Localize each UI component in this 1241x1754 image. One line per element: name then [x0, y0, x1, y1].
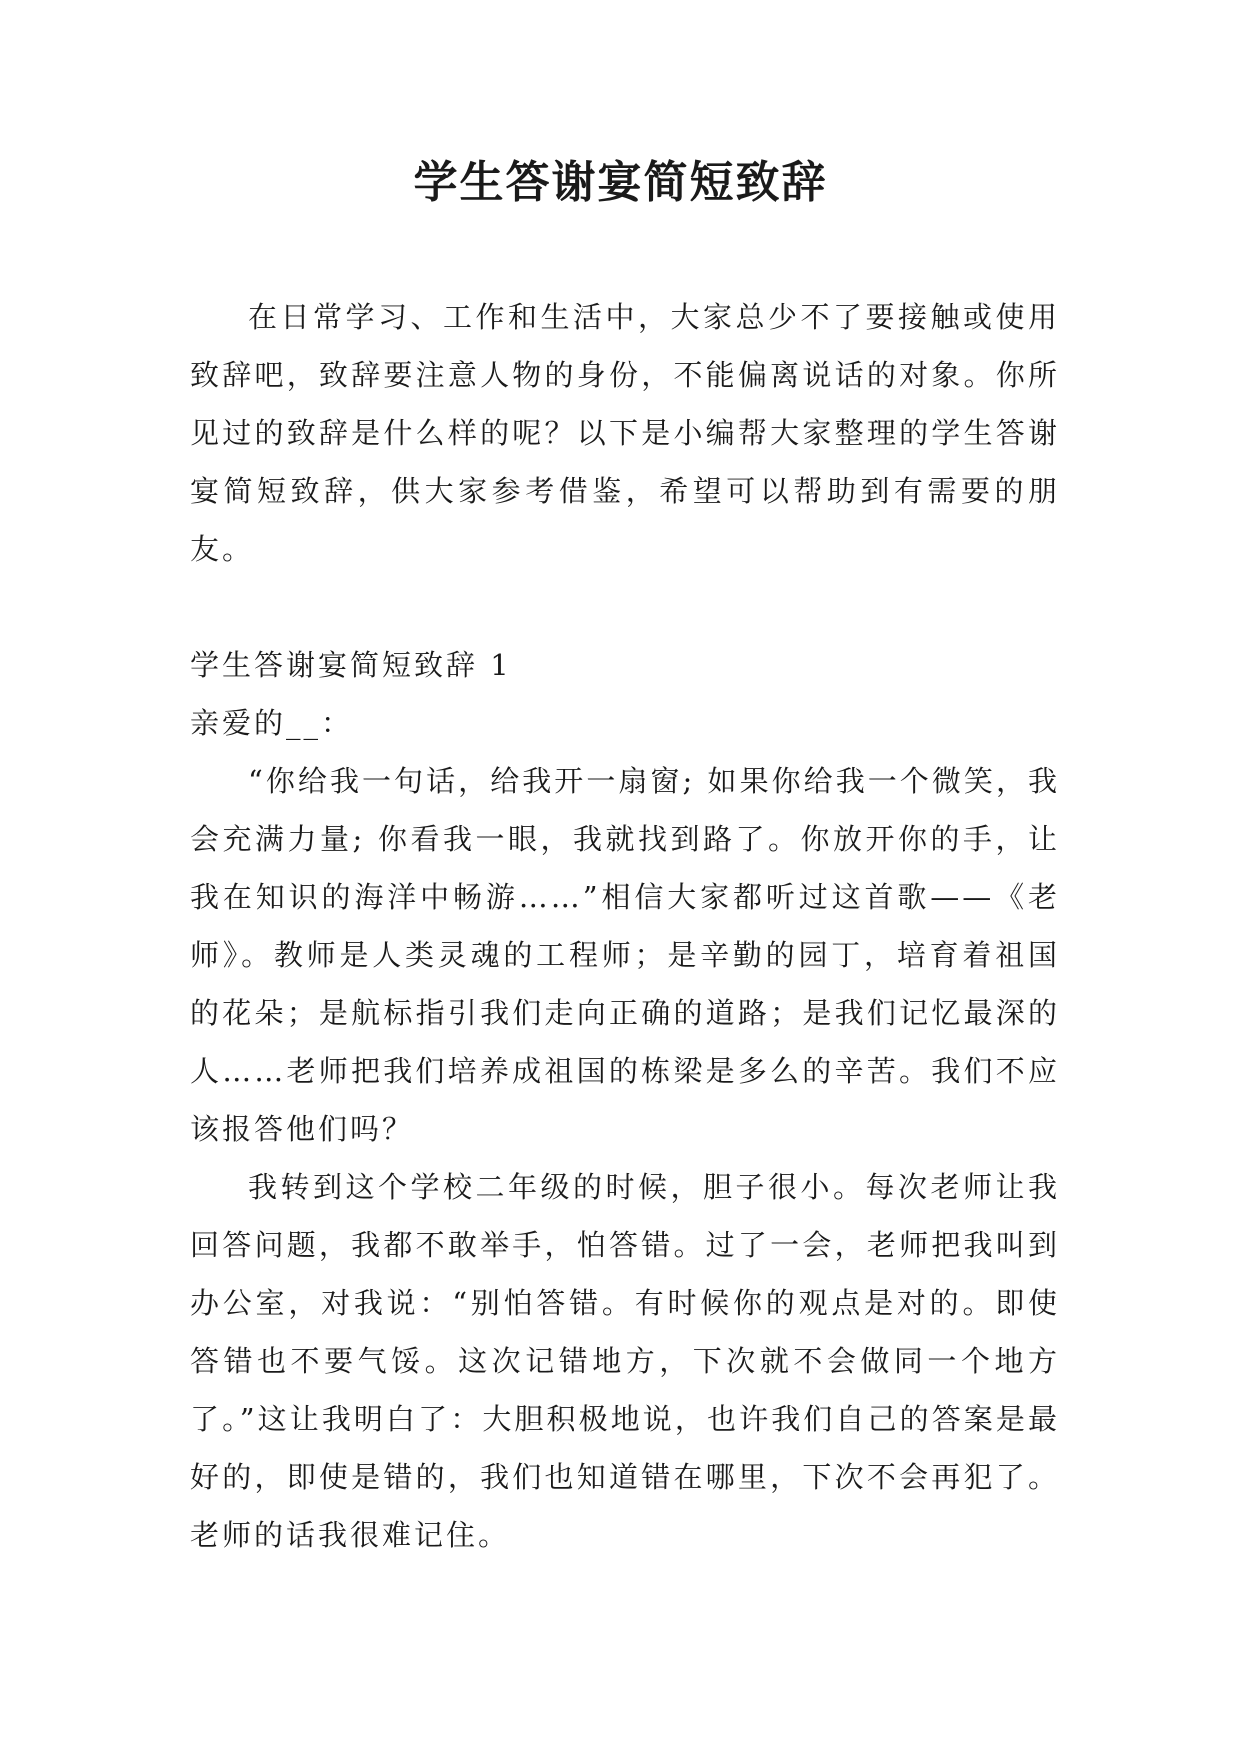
section-heading: 学生答谢宴简短致辞 1 — [190, 648, 512, 682]
body-paragraph-1: “你给我一句话，给我开一扇窗; 如果你给我一个微笑，我会充满力量; 你看我一眼，我就找到路了。你放开你的手，让我在知识的海洋中畅游……”相信大家都听过这首歌——《老师》。教师是人类灵魂的工程师；是辛勤的园丁，培育着祖国的花朵；是航标指引我们走向正确的道路；是我们记忆最深的人……老师把我们培养成祖国的栋梁是多么的辛苦。我们不应该报答他们吗？ — [190, 764, 1060, 1146]
document-body — [190, 288, 1060, 1564]
salutation: 亲爱的__： — [190, 706, 354, 740]
body-paragraph-2: 我转到这个学校二年级的时候，胆子很小。每次老师让我回答问题，我都不敢举手，怕答错。过了一会，老师把我叫到办公室，对我说：“别怕答错。有时候你的观点是对的。即使答错也不要气馁。这次记错地方，下次就不会做同一个地方了。”这让我明白了：大胆积极地说，也许我们自己的答案是最好的，即使是错的，我们也知道错在哪里，下次不会再犯了。老师的话我很难记住。 — [190, 1170, 1060, 1552]
document-title: 学生答谢宴简短致辞 — [413, 157, 828, 208]
intro-paragraph: 在日常学习、工作和生活中，大家总少不了要接触或使用致辞吧，致辞要注意人物的身份，不能偏离说话的对象。你所见过的致辞是什么样的呢？以下是小编帮大家整理的学生答谢宴简短致辞，供大家参考借鉴，希望可以帮助到有需要的朋友。 — [190, 300, 1060, 566]
